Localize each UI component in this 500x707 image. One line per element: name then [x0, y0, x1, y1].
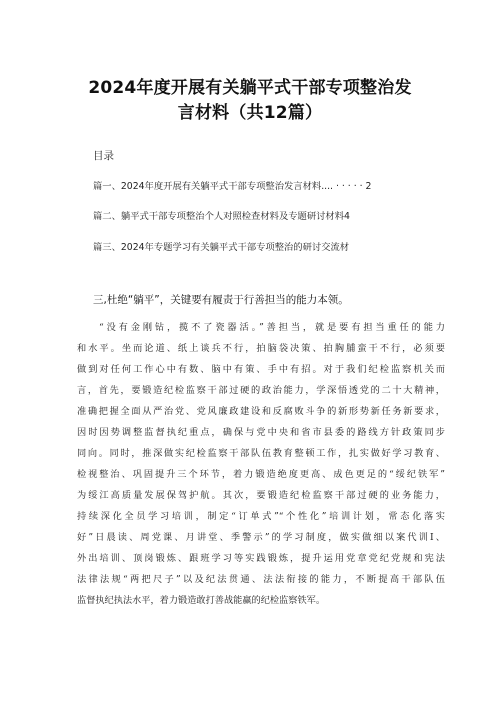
- body-line: 法律法规“两把尺子”以及纪法贯通、法法衔接的能力，不断提高干部队伍: [77, 574, 445, 585]
- toc-item-1[interactable]: 篇一、2024年度开展有关躺平式干部专项整治发言材料.... · · · · · 2: [93, 181, 372, 192]
- body-line: 因时因势调整监督执纪重点，确保与党中央和省市县委的路线方针政策同步: [77, 427, 445, 438]
- body-line: 同向。同时，推深做实纪检监察干部队伍教育整顿工作，扎实做好学习教育、: [77, 448, 445, 459]
- body-line: 做到对任何工作心中有数、脑中有策、手中有招。对于我们纪检监察机关而: [77, 364, 445, 375]
- title-line-1: 2024年度开展有关躺平式干部专项整治发: [88, 78, 412, 98]
- section-heading: 三,杜绝“躺平”，关键要有履责于行善担当的能力本领。: [93, 294, 349, 306]
- toc-heading: 目录: [93, 150, 114, 162]
- body-line: 好”日晨读、周党课、月讲堂、季警示”的学习制度，做实做细以案代训I、: [77, 532, 445, 543]
- body-line: 为绥江高质量发展保驾护航。其次，要锻造纪检监察干部过硬的业务能力，: [77, 490, 445, 501]
- body-line: 持续深化全员学习培训，制定“订单式”“个性化”培训计划，常态化落实: [77, 511, 445, 522]
- body-paragraph: [77, 317, 445, 611]
- body-line: 准确把握全面从严治党、党风廉政建设和反腐败斗争的新形势新任务新要求，: [77, 406, 445, 417]
- document-title: [60, 76, 440, 126]
- body-line: 言，首先，要锻造纪检监察干部过硬的政治能力，学深悟透党的二十大精神，: [77, 385, 445, 396]
- body-line: 和水平。坐而论道、纸上谈兵不行，拍脑袋决策、拍胸脯蛮干不行，必须要: [77, 343, 445, 354]
- body-line: 外出培训、顶岗锻炼、跟班学习等实践锻炼，提升运用党章党纪党规和宪法: [77, 553, 445, 564]
- body-line: “没有金刚钻，揽不了瓷器活。”善担当，就是要有担当重任的能力: [99, 322, 445, 333]
- toc-item-2[interactable]: 篇二、躺平式干部专项整治个人对照检查材料及专题研讨材料4: [93, 211, 350, 222]
- title-line-2: 言材料（共12篇）: [177, 103, 323, 123]
- toc-item-3[interactable]: 篇三、2024年专题学习有关躺平式干部专项整治的研讨交流材: [93, 242, 350, 253]
- body-line: 检视整治、巩固提升三个环节，着力锻造绝度更高、成色更足的“绥纪铁军”: [77, 469, 445, 480]
- body-line: 监督执纪执法水平，着力锻造敢打善战能赢的纪检监察铁军。: [77, 595, 326, 606]
